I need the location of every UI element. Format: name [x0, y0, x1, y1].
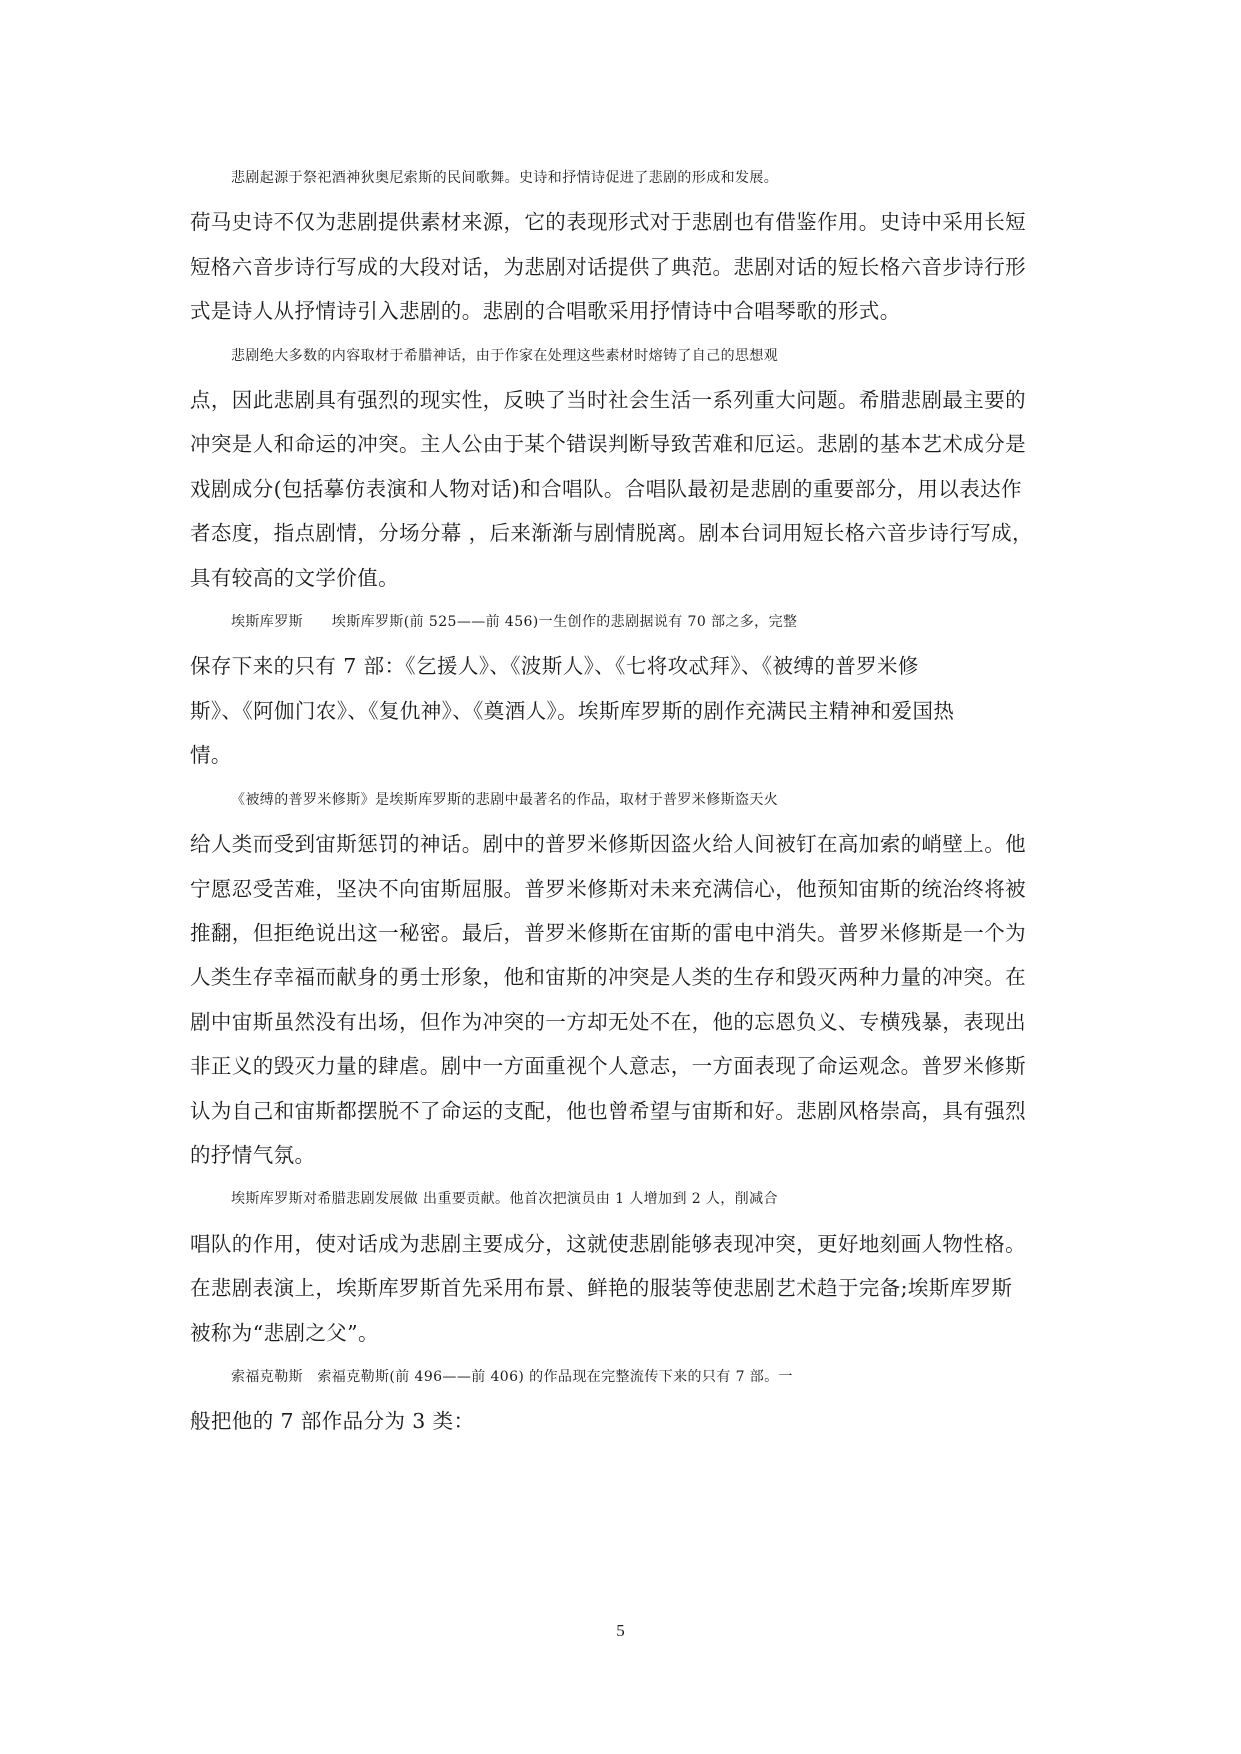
text-line: 戏剧成分(包括摹仿表演和人物对话)和合唱队。合唱队最初是悲剧的重要部分，用以表达作 [190, 476, 1022, 501]
text-line: 悲剧起源于祭祀酒神狄奥尼索斯的民间歌舞。史诗和抒情诗促进了悲剧的形成和发展。 [231, 170, 779, 186]
text-line: 保存下来的只有 7 部：《乞援人》、《波斯人》、《七将攻忒拜》、《被缚的普罗米修 [190, 654, 919, 679]
text-line: 埃斯库罗斯 埃斯库罗斯(前 525——前 456)一生创作的悲剧据说有 70 部之多，完整 [231, 614, 798, 631]
text-line: 被称为“悲剧之父”。 [190, 1320, 379, 1345]
document-body [190, 156, 1070, 1444]
text-line: 给人类而受到宙斯惩罚的神话。剧中的普罗米修斯因盗火给人间被钉在高加索的峭壁上。他 [190, 832, 1026, 857]
page-number: 5 [616, 1621, 625, 1640]
paragraph-sophocles-intro [190, 1355, 1070, 1444]
text-line: 《被缚的普罗米修斯》是埃斯库罗斯的悲剧中最著名的作品，取材于普罗米修斯盗天火 [231, 791, 779, 808]
text-line: 宁愿忍受苦难，坚决不向宙斯屈服。普罗米修斯对未来充满信心，他预知宙斯的统治终将被 [190, 876, 1026, 901]
text-line: 埃斯库罗斯对希腊悲剧发展做 出重要贡献。他首次把演员由 1 人增加到 2 人，削减合 [231, 1191, 778, 1208]
text-line: 者态度，指点剧情，分场分幕 ，后来渐渐与剧情脱离。剧本台词用短长格六音步诗行写成， [190, 521, 1033, 546]
text-line: 非正义的毁灭力量的肆虐。剧中一方面重视个人意志，一方面表现了命运观念。普罗米修斯 [190, 1054, 1026, 1079]
paragraph-tragedy-origin [190, 156, 1070, 334]
text-line: 点，因此悲剧具有强烈的现实性，反映了当时社会生活一系列重大问题。希腊悲剧最主要的 [190, 388, 1026, 413]
text-line: 般把他的 7 部作品分为 3 类： [190, 1409, 475, 1434]
paragraph-aeschylus-contribution [190, 1177, 1070, 1355]
paragraph-prometheus-bound [190, 778, 1070, 1178]
paragraph-aeschylus-intro [190, 600, 1070, 778]
text-line: 短格六音步诗行写成的大段对话，为悲剧对话提供了典范。悲剧对话的短长格六音步诗行形 [190, 254, 1026, 279]
text-line: 悲剧绝大多数的内容取材于希腊神话，由于作家在处理这些素材时熔铸了自己的思想观 [231, 347, 779, 364]
text-line: 情。 [190, 743, 232, 768]
text-line: 唱队的作用，使对话成为悲剧主要成分，这就使悲剧能够表现冲突，更好地刻画人物性格。 [190, 1231, 1026, 1256]
text-line: 推翻，但拒绝说出这一秘密。最后，普罗米修斯在宙斯的雷电中消失。普罗米修斯是一个为 [190, 920, 1026, 945]
text-line: 索福克勒斯 索福克勒斯(前 496——前 406) 的作品现在完整流传下来的只有 7 部。一 [231, 1368, 793, 1385]
text-line: 式是诗人从抒情诗引入悲剧的。悲剧的合唱歌采用抒情诗中合唱琴歌的形式。 [190, 299, 901, 324]
text-line: 在悲剧表演上，埃斯库罗斯首先采用布景、鲜艳的服装等使悲剧艺术趋于完备;埃斯库罗斯 [190, 1276, 1013, 1301]
paragraph-tragedy-content [190, 334, 1070, 600]
text-line: 的抒情气氛。 [190, 1142, 316, 1167]
text-line: 剧中宙斯虽然没有出场，但作为冲突的一方却无处不在，他的忘恩负义、专横残暴，表现出 [190, 1009, 1026, 1034]
text-line: 具有较高的文学价值。 [190, 565, 399, 590]
text-line: 人类生存幸福而献身的勇士形象，他和宙斯的冲突是人类的生存和毁灭两种力量的冲突。在 [190, 965, 1026, 990]
text-line: 荷马史诗不仅为悲剧提供素材来源，它的表现形式对于悲剧也有借鉴作用。史诗中采用长短 [190, 210, 1026, 235]
text-line: 冲突是人和命运的冲突。主人公由于某个错误判断导致苦难和厄运。悲剧的基本艺术成分是 [190, 432, 1026, 457]
text-line: 斯》、《阿伽门农》、《复仇神》、《奠酒人》。埃斯库罗斯的剧作充满民主精神和爱国热 [190, 698, 955, 723]
text-line: 认为自己和宙斯都摆脱不了命运的支配，他也曾希望与宙斯和好。悲剧风格崇高，具有强烈 [190, 1098, 1026, 1123]
